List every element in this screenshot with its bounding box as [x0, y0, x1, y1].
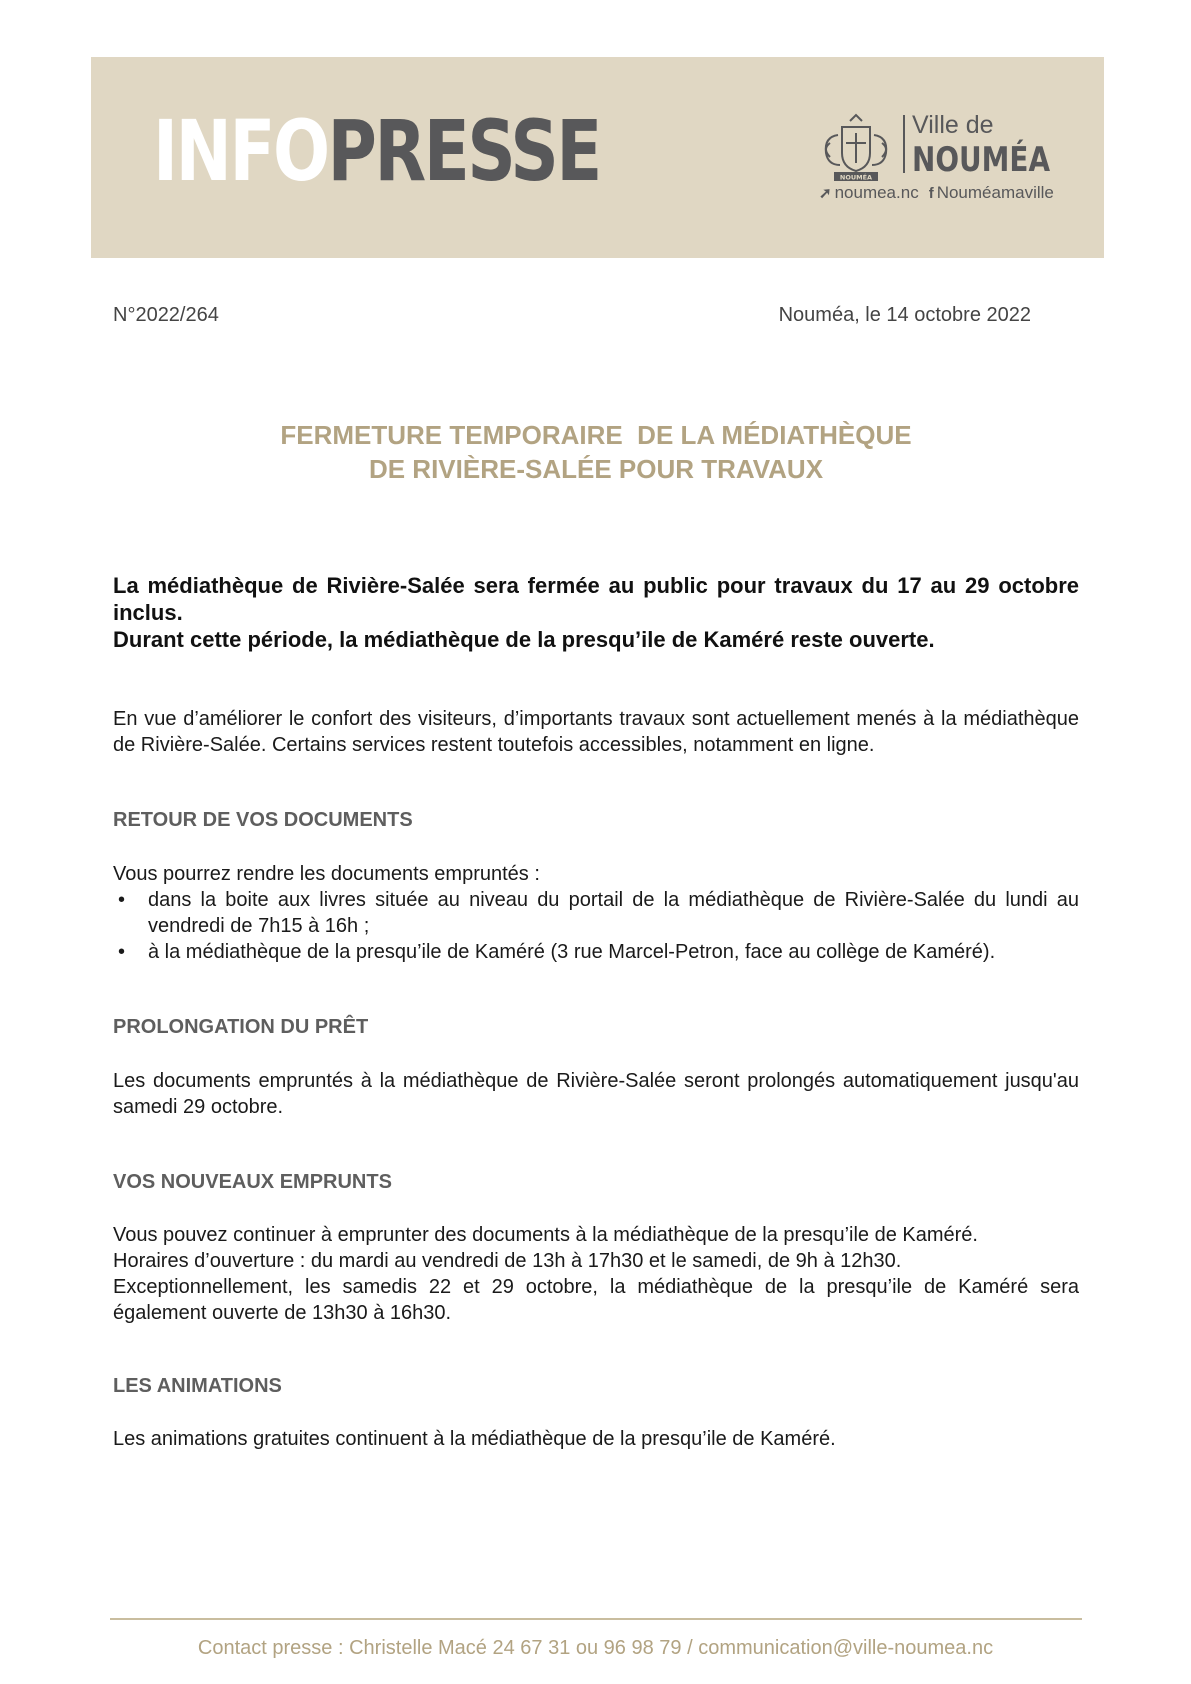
emprunts-line-3: Exceptionnellement, les samedis 22 et 29 octobre, la médiathèque de la presqu’ile de Kaméré sera également ouverte de 13h30 à 16h30. — [113, 1276, 1079, 1324]
prolongation-text: Les documents empruntés à la médiathèque de Rivière-Salée seront prolongés automatiquement jusqu'au samedi 29 octobre. — [113, 1070, 1079, 1118]
crest-label: NOUMÉA — [839, 173, 873, 182]
arrow-pointer-icon: ➚ — [819, 185, 832, 202]
place-and-date: Nouméa, le 14 octobre 2022 — [778, 304, 1031, 326]
facebook-link[interactable]: Nouméamaville — [936, 183, 1054, 202]
lead-paragraph — [113, 572, 1079, 653]
footer-divider — [110, 1618, 1082, 1620]
bullet-text: dans la boite aux livres située au niveau du portail de la médiathèque de Rivière-Salée du lundi au vendredi de 7h15 à 16h ; — [148, 889, 1079, 937]
header-banner — [91, 57, 1104, 258]
brand-title — [153, 102, 600, 200]
press-release-number: N°2022/264 — [113, 304, 219, 326]
intro-paragraph — [113, 706, 1079, 758]
brand-word-presse: PRESSE — [327, 102, 600, 200]
list-item — [113, 887, 1079, 939]
list-item — [113, 939, 1079, 965]
brand-word-info: INFO — [153, 102, 328, 200]
city-logo — [816, 113, 1076, 203]
lead-line-1: La médiathèque de Rivière-Salée sera fermée au public pour travaux du 17 au 29 octobre inclus. — [113, 573, 1079, 625]
heading-retour: RETOUR DE VOS DOCUMENTS — [113, 809, 413, 831]
bullet-icon: • — [118, 889, 126, 911]
logo-noumea: NOUMÉA — [912, 140, 1051, 180]
title-line-2: DE RIVIÈRE-SALÉE POUR TRAVAUX — [368, 454, 824, 484]
city-crest-icon — [816, 113, 896, 185]
footer-contact: Contact presse : Christelle Macé 24 67 31 ou 96 98 79 / communication@ville-noumea.nc — [197, 1637, 994, 1659]
website-link[interactable]: noumea.nc — [834, 183, 919, 202]
heading-animations: LES ANIMATIONS — [113, 1375, 282, 1397]
heading-emprunts: VOS NOUVEAUX EMPRUNTS — [113, 1171, 392, 1193]
facebook-icon: f — [928, 184, 934, 202]
lead-line-2: Durant cette période, la médiathèque de la presqu’ile de Kaméré reste ouverte. — [113, 627, 935, 652]
bullet-text: à la médiathèque de la presqu’ile de Kaméré (3 rue Marcel-Petron, face au collège de Kaméré). — [148, 941, 996, 963]
logo-ville-de: Ville de — [912, 111, 994, 139]
emprunts-paragraph — [113, 1222, 1079, 1326]
retour-intro: Vous pourrez rendre les documents empruntés : — [113, 863, 540, 885]
logo-divider — [903, 115, 905, 173]
animations-paragraph — [113, 1426, 1079, 1452]
retour-section — [113, 861, 1079, 965]
logo-social-links — [819, 183, 1054, 203]
prolongation-paragraph — [113, 1068, 1079, 1120]
emprunts-line-1: Vous pouvez continuer à emprunter des documents à la médiathèque de la presqu’ile de Kaméré. — [113, 1224, 978, 1246]
heading-prolongation: PROLONGATION DU PRÊT — [113, 1016, 369, 1038]
emprunts-line-2: Horaires d’ouverture : du mardi au vendredi de 13h à 17h30 et le samedi, de 9h à 12h30. — [113, 1250, 902, 1272]
intro-text: En vue d’améliorer le confort des visiteurs, d’importants travaux sont actuellement menés à la médiathèque de Rivière-Salée. Certains services restent toutefois accessibles, notamment en ligne. — [113, 708, 1079, 756]
bullet-icon: • — [118, 941, 126, 963]
page-title — [113, 418, 1079, 486]
title-line-1: FERMETURE TEMPORAIRE DE LA MÉDIATHÈQUE — [280, 420, 912, 450]
retour-bullet-list — [113, 887, 1079, 965]
animations-text: Les animations gratuites continuent à la médiathèque de la presqu’ile de Kaméré. — [113, 1428, 836, 1450]
